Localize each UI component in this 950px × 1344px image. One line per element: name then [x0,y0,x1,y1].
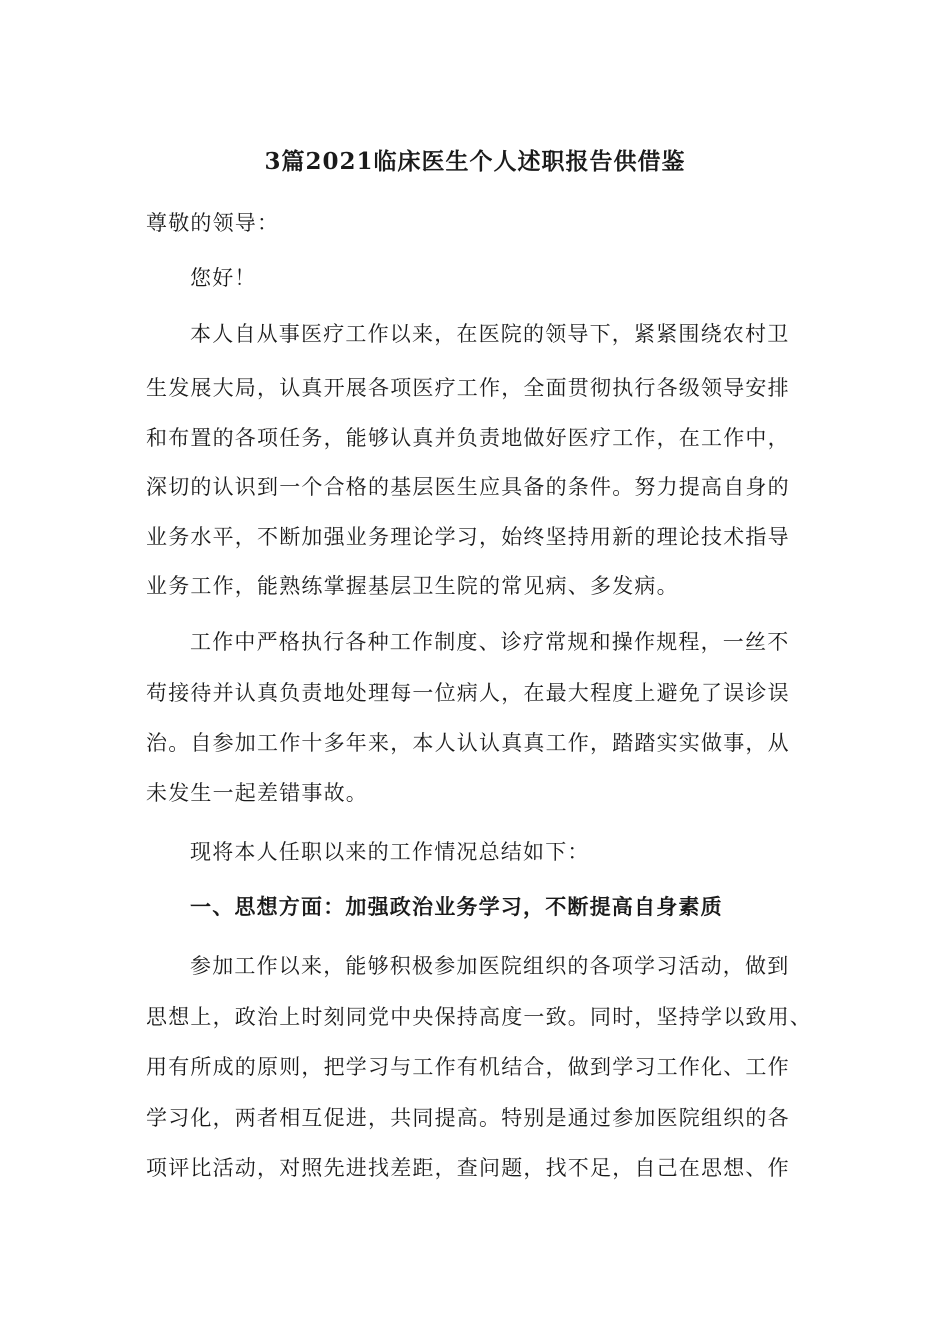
paragraph-line: 苟接待并认真负责地处理每一位病人，在最大程度上避免了误诊误 [146,681,790,705]
paragraph-line: 现将本人任职以来的工作情况总结如下： [190,840,590,864]
paragraph-line: 项评比活动，对照先进找差距，查问题，找不足，自己在思想、作 [146,1156,790,1180]
section-heading: 一、思想方面：加强政治业务学习，不断提高自身素质 [190,894,723,919]
paragraph-line: 业务水平，不断加强业务理论学习，始终坚持用新的理论技术指导 [146,525,790,549]
paragraph-line: 学习化，两者相互促进，共同提高。特别是通过参加医院组织的各 [146,1106,790,1130]
paragraph-line: 思想上，政治上时刻同党中央保持高度一致。同时，坚持学以致用、 [146,1005,812,1029]
paragraph-line: 工作中严格执行各种工作制度、诊疗常规和操作规程，一丝不 [190,630,790,654]
greeting: 您好！ [190,266,257,290]
salutation: 尊敬的领导： [146,211,280,235]
paragraph-line: 业务工作，能熟练掌握基层卫生院的常见病、多发病。 [146,574,679,598]
paragraph-line: 未发生一起差错事故。 [146,781,368,805]
paragraph-line: 深切的认识到一个合格的基层医生应具备的条件。努力提高自身的 [146,475,790,499]
paragraph-line: 用有所成的原则，把学习与工作有机结合，做到学习工作化、工作 [146,1055,790,1079]
paragraph-line: 治。自参加工作十多年来，本人认认真真工作，踏踏实实做事，从 [146,731,790,755]
document-title: 3篇2021临床医生个人述职报告供借鉴 [264,148,686,175]
paragraph-line: 本人自从事医疗工作以来，在医院的领导下，紧紧围绕农村卫 [190,322,790,346]
paragraph-line: 参加工作以来，能够积极参加医院组织的各项学习活动，做到 [190,954,790,978]
paragraph-line: 和布置的各项任务，能够认真并负责地做好医疗工作，在工作中， [146,426,790,450]
paragraph-line: 生发展大局，认真开展各项医疗工作，全面贯彻执行各级领导安排 [146,376,790,400]
